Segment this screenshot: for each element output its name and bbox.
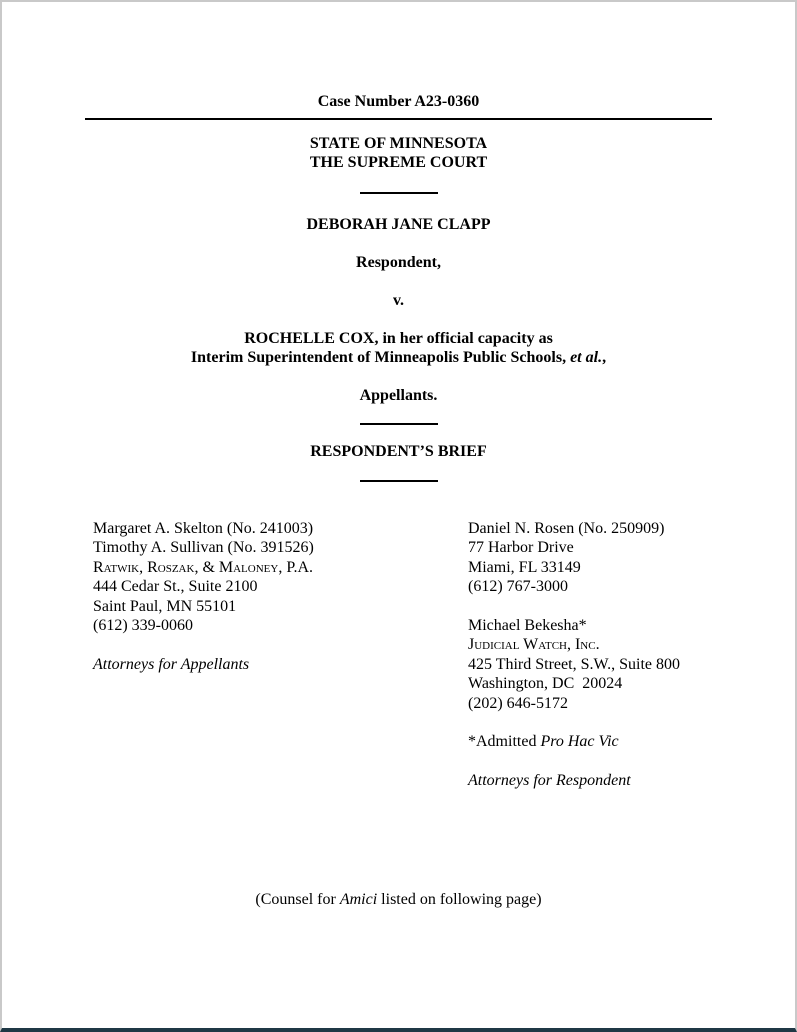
admission-note (468, 732, 755, 751)
defendant-name-block (2, 329, 795, 367)
defendant-line2-comma: , (602, 349, 607, 366)
pro-hac-vice-italic: Pro Hac Vic (540, 733, 619, 751)
blank-line (468, 597, 755, 616)
city-state-zip: Washington, DC 20024 (468, 675, 623, 693)
amici-italic: Amici (339, 890, 378, 908)
city-state-zip: Saint Paul, MN 55101 (93, 597, 237, 615)
counsel-columns (93, 519, 755, 791)
separator-rule (360, 423, 438, 425)
respondent-counsel-column (468, 519, 755, 791)
amici-counsel-note (2, 890, 795, 909)
admission-note-text: *Admitted (468, 733, 541, 751)
street-address: 425 Third Street, S.W., Suite 800 (468, 655, 680, 673)
phone-number: (202) 646-5172 (468, 694, 568, 712)
plaintiff-role: Respondent, (356, 254, 441, 271)
case-number: Case Number A23-0360 (317, 93, 480, 110)
attorney-name: Michael Bekesha* (468, 617, 587, 635)
blank-line (93, 635, 468, 654)
attorney-name: Timothy A. Sullivan (No. 391526) (93, 539, 314, 557)
blank-line (468, 713, 755, 732)
city-state-zip: Miami, FL 33149 (468, 558, 581, 576)
counsel-role: Attorneys for Respondent (468, 772, 631, 790)
document-title: RESPONDENT’S BRIEF (310, 443, 487, 460)
defendant-line2 (2, 348, 795, 367)
law-firm-name: Judicial Watch, Inc. (468, 636, 600, 654)
defendant-line1: ROCHELLE COX, in her official capacity as (244, 330, 553, 347)
header-rule (85, 118, 712, 120)
street-address: 77 Harbor Drive (468, 539, 574, 557)
separator-rule (360, 480, 438, 482)
separator-rule (360, 192, 438, 194)
phone-number: (612) 339-0060 (93, 617, 193, 635)
street-address: 444 Cedar St., Suite 2100 (93, 578, 258, 596)
law-firm-name: Ratwik, Roszak, & Maloney, P.A. (93, 558, 314, 576)
versus-label: v. (392, 292, 405, 309)
blank-line (468, 752, 755, 771)
phone-number: (612) 767-3000 (468, 578, 568, 596)
counsel-role: Attorneys for Appellants (93, 655, 250, 673)
court-name-block (2, 134, 795, 172)
defendant-line2-text: Interim Superintendent of Minneapolis Public Schools, (190, 349, 571, 366)
et-al-italic: et al. (570, 349, 603, 366)
amici-note-pre: (Counsel for (255, 890, 340, 908)
amici-note-post: listed on following page) (377, 890, 542, 908)
plaintiff-name: DEBORAH JANE CLAPP (306, 216, 491, 233)
court-state: STATE OF MINNESOTA (309, 135, 488, 152)
appellants-counsel-column (93, 519, 468, 791)
attorney-name: Margaret A. Skelton (No. 241003) (93, 520, 314, 537)
attorney-name: Daniel N. Rosen (No. 250909) (468, 520, 665, 537)
defendant-role: Appellants. (359, 387, 438, 404)
court-name: THE SUPREME COURT (309, 154, 488, 171)
